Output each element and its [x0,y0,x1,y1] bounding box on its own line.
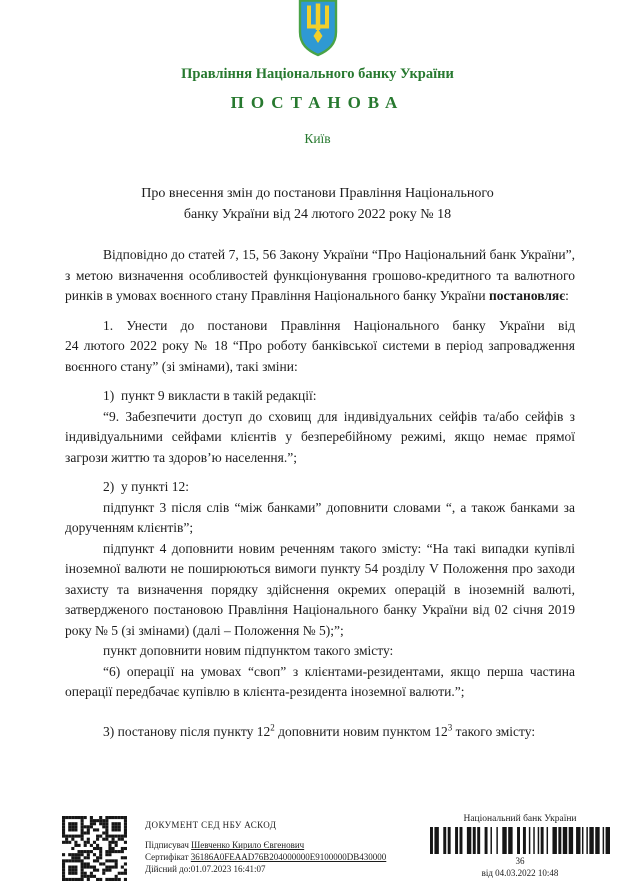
sed-system-label: ДОКУМЕНТ СЕД НБУ АСКОД [145,820,277,830]
paragraph: 2) у пункті 12: [103,479,189,494]
paragraph: 3) постанову після пункту $12^2$ доповнити новим пунктом $12^3$ такого змісту: [103,722,536,739]
validity-value: 01.07.2023 16:41:07 [190,864,266,874]
document-type-title: ПОСТАНОВА [230,93,405,112]
document-title-line: банку України від 24 лютого 2022 року № 18 [183,207,452,222]
paragraph: Відповідно до статей 7, 15, 56 Закону України “Про Національний банк України”, з метою визначення особливостей функціонування грошово-кредитного та валютного ринків в умовах воєнного стану Правління Національного банку України постановляє: [65,247,575,303]
signer-row: Підписувач Шевченко Кирило Євгенович [145,840,305,850]
paragraph: “6) операції на умовах “своп” з клієнтами-резидентами, якщо перша частина операції передбачає купівлю в клієнта-резидента іноземної валюти.”; [65,663,575,699]
paragraph: 1) пункт 9 викласти в такій редакції: [103,388,317,403]
ukraine-coat-of-arms [0,0,635,57]
document-header [0,0,635,147]
certificate-row: Сертифікат 36186A0FEAAD76B204000000E9100000DB430000 [145,852,387,862]
barcode [424,827,616,854]
paragraph: “9. Забезпечити доступ до сховищ для індивідуальних сейфів та/або сейфів з індивідуальними сейфами клієнтів у безперебійному режимі, якщо немає прямої загрози життю та здоров’ю населення.”; [65,408,575,465]
bank-name: Національний банк України [463,814,577,824]
registration-date: від 04.03.2022 10:48 [481,868,559,878]
document-body [65,245,575,795]
document-number: 36 [515,856,525,866]
signature-block [62,816,386,881]
signer-name: Шевченко Кирило Євгенович [191,840,305,850]
paragraph: підпункт 4 доповнити новим реченням такого змісту: “На такі випадки купівлі іноземної валюти не поширюються вимоги пункту 54 розділу V Положення про заходи захисту та визначення порядку здійснення окремих операцій в іноземній валюті, затвердженого постановою Правління Національного банку України від 02 січня 2019 року № 5 (зі змінами) (далі – Положення № 5);”; [65,540,575,638]
paragraph: підпункт 3 після слів “між банками” доповнити словами “, а також банками за дорученням клієнтів”; [65,499,575,535]
paragraph: пункт доповнити новим підпунктом такого змісту: [103,643,394,658]
city-label: Київ [304,131,331,146]
signature-details [145,816,386,881]
trident-icon [297,0,339,57]
qr-code [62,816,127,881]
paragraph: 1. Унести до постанови Правління Національного банку України від 24 лютого 2022 року № 18 “Про роботу банківської системи в період запровадження воєнного стану” (зі змінами), такі зміни: [65,317,575,374]
certificate-value: 36186A0FEAAD76B204000000E9100000DB430000 [190,852,387,862]
document-title [0,183,635,225]
issuing-authority: Правління Національного банку України [181,66,454,82]
validity-row: Дійсний до:01.07.2023 16:41:07 [145,864,266,874]
registration-block [424,813,616,879]
document-title-line: Про внесення змін до постанови Правління Національного [141,186,494,201]
